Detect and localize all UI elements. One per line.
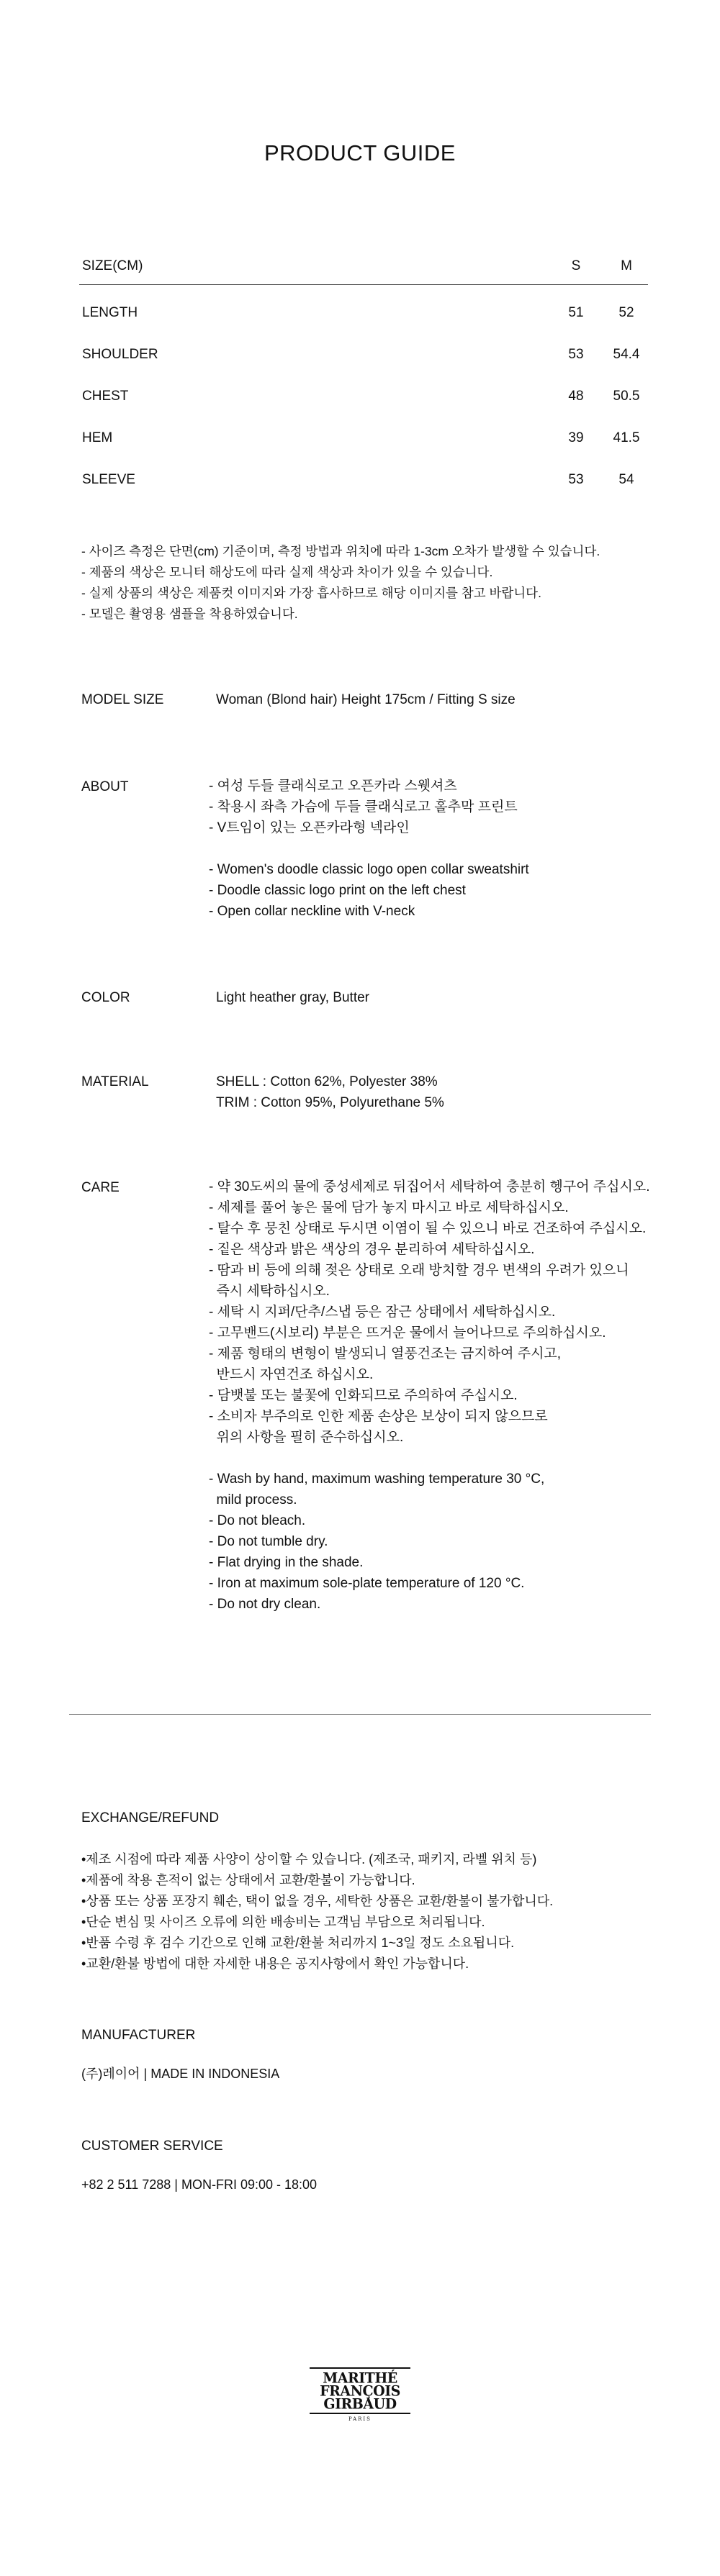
color-label: COLOR	[81, 990, 130, 1005]
list-item: 위의 사항을 필히 준수하십시오.	[209, 1430, 404, 1445]
list-item: - 짙은 색상과 밝은 색상의 경우 분리하여 세탁하십시오.	[209, 1242, 535, 1257]
logo-line: MARITHÉ	[323, 2369, 397, 2387]
list-item: - Iron at maximum sole-plate temperature of 120 °C.	[209, 1576, 525, 1591]
list-item: - Do not bleach.	[209, 1513, 306, 1528]
list-item: - 담뱃불 또는 불꽃에 인화되므로 주의하여 주십시오.	[209, 1388, 518, 1403]
row-s-value: 53	[568, 472, 584, 487]
list-item: - 소비자 부주의로 인한 제품 손상은 보상이 되지 않으므로	[209, 1409, 548, 1424]
about-list	[209, 776, 529, 922]
list-item: 즉시 세탁하십시오.	[209, 1284, 330, 1299]
size-table-header	[79, 248, 648, 285]
color-value: Light heather gray, Butter	[216, 990, 369, 1005]
list-item: - Women's doodle classic logo open collar sweatshirt	[209, 862, 529, 877]
list-item: - 세제를 풀어 놓은 물에 담가 놓지 마시고 바로 세탁하십시오.	[209, 1200, 569, 1215]
size-header-m: M	[621, 258, 632, 273]
list-item: - 세탁 시 지퍼/단추/스냅 등은 잠근 상태에서 세탁하십시오.	[209, 1305, 556, 1320]
list-item: - 제품 형태의 변형이 발생되니 열풍건조는 금지하여 주시고,	[209, 1346, 562, 1361]
row-name: HEM	[82, 430, 113, 445]
list-item: - 땀과 비 등에 의해 젖은 상태로 오래 방치할 경우 변색의 우려가 있으니	[209, 1263, 629, 1278]
list-item: mild process.	[209, 1492, 297, 1507]
row-m-value: 54	[618, 472, 634, 487]
logo-line: GIRBAUD	[323, 2395, 397, 2413]
list-item: - 탈수 후 뭉친 상태로 두시면 이염이 될 수 있으니 바로 건조하여 주십시오.	[209, 1221, 647, 1236]
list-item: - Flat drying in the shade.	[209, 1555, 364, 1570]
logo-sub: PARIS	[348, 2416, 372, 2422]
size-header-s: S	[571, 258, 581, 273]
list-item: 반드시 자연건조 하십시오.	[209, 1367, 374, 1382]
model-size-label: MODEL SIZE	[81, 692, 164, 707]
list-item: •제조 시점에 따라 제품 사양이 상이할 수 있습니다. (제조국, 패키지, 라벨 위치 등)	[81, 1852, 537, 1867]
exchange-heading: EXCHANGE/REFUND	[81, 1810, 220, 1826]
list-item: •제품에 착용 흔적이 없는 상태에서 교환/환불이 가능합니다.	[81, 1873, 415, 1887]
note-line: - 사이즈 측정은 단면(cm) 기준이며, 측정 방법과 위치에 따라 1-3cm 오차가 발생할 수 있습니다.	[81, 544, 600, 558]
list-item: - 여성 두들 클래식로고 오픈카라 스웻셔츠	[209, 779, 457, 794]
list-item: - 고무밴드(시보리) 부분은 뜨거운 물에서 늘어나므로 주의하십시오.	[209, 1325, 606, 1341]
row-name: SLEEVE	[82, 472, 135, 487]
row-m-value: 50.5	[613, 389, 640, 404]
row-m-value: 41.5	[613, 430, 640, 445]
table-row	[79, 417, 648, 459]
material-label: MATERIAL	[81, 1074, 149, 1089]
list-item: - Wash by hand, maximum washing temperature 30 °C,	[209, 1471, 545, 1487]
table-row	[79, 292, 648, 334]
row-s-value: 48	[568, 389, 584, 404]
customer-service-heading: CUSTOMER SERVICE	[81, 2139, 223, 2154]
list-item: - Doodle classic logo print on the left chest	[209, 883, 466, 898]
row-m-value: 54.4	[613, 347, 640, 362]
row-s-value: 51	[568, 305, 584, 320]
manufacturer-heading: MANUFACTURER	[81, 2028, 196, 2043]
list-item	[209, 1448, 650, 1469]
size-table	[79, 248, 648, 501]
list-item	[209, 838, 529, 859]
model-size-value: Woman (Blond hair) Height 175cm / Fitting S size	[216, 692, 516, 707]
list-item: - V트임이 있는 오픈카라형 넥라인	[209, 820, 410, 835]
row-s-value: 53	[568, 347, 584, 362]
list-item: - Open collar neckline with V-neck	[209, 904, 415, 919]
note-line: - 모델은 촬영용 샘플을 착용하였습니다.	[81, 607, 298, 621]
brand-logo	[306, 2367, 414, 2432]
list-item: - 약 30도씨의 물에 중성세제로 뒤집어서 세탁하여 충분히 헹구어 주십시오.	[209, 1179, 650, 1194]
section-divider	[69, 1714, 651, 1715]
row-name: SHOULDER	[82, 347, 158, 362]
list-item: - 착용시 좌측 가슴에 두들 클래식로고 홀추막 프린트	[209, 799, 518, 815]
size-notes	[81, 541, 600, 625]
row-name: LENGTH	[82, 305, 138, 320]
list-item: - Do not dry clean.	[209, 1597, 321, 1612]
note-line: - 실제 상품의 색상은 제품컷 이미지와 가장 흡사하므로 해당 이미지를 참고 바랍니다.	[81, 586, 541, 600]
note-line: - 제품의 색상은 모니터 해상도에 따라 실제 색상과 차이가 있을 수 있습니다.	[81, 565, 493, 579]
logo-line: FRANÇOIS	[320, 2382, 400, 2400]
table-row	[79, 459, 648, 501]
size-header-label: SIZE(CM)	[82, 258, 143, 273]
customer-service-value: +82 2 511 7288 | MON-FRI 09:00 - 18:00	[81, 2177, 318, 2192]
exchange-list	[81, 1849, 553, 1974]
row-s-value: 39	[568, 430, 584, 445]
about-label: ABOUT	[81, 779, 129, 794]
care-label: CARE	[81, 1180, 120, 1195]
care-list	[209, 1176, 650, 1615]
list-item: - Do not tumble dry.	[209, 1534, 328, 1549]
material-list	[216, 1071, 444, 1113]
list-item: SHELL : Cotton 62%, Polyester 38%	[216, 1074, 438, 1089]
list-item: •단순 변심 및 사이즈 오류에 의한 배송비는 고객님 부담으로 처리됩니다.	[81, 1915, 485, 1929]
row-m-value: 52	[618, 305, 634, 320]
table-row	[79, 376, 648, 417]
list-item: •반품 수령 후 검수 기간으로 인해 교환/환불 처리까지 1~3일 정도 소요됩니다.	[81, 1936, 515, 1950]
manufacturer-value: (주)레이어 | MADE IN INDONESIA	[81, 2067, 280, 2081]
list-item: •교환/환불 방법에 대한 자세한 내용은 공지사항에서 확인 가능합니다.	[81, 1956, 469, 1971]
table-row	[79, 334, 648, 376]
list-item: •상품 또는 상품 포장지 훼손, 택이 없을 경우, 세탁한 상품은 교환/환불이 불가합니다.	[81, 1894, 554, 1908]
row-name: CHEST	[82, 389, 129, 404]
list-item: TRIM : Cotton 95%, Polyurethane 5%	[216, 1095, 444, 1110]
page-title: PRODUCT GUIDE	[264, 140, 456, 165]
